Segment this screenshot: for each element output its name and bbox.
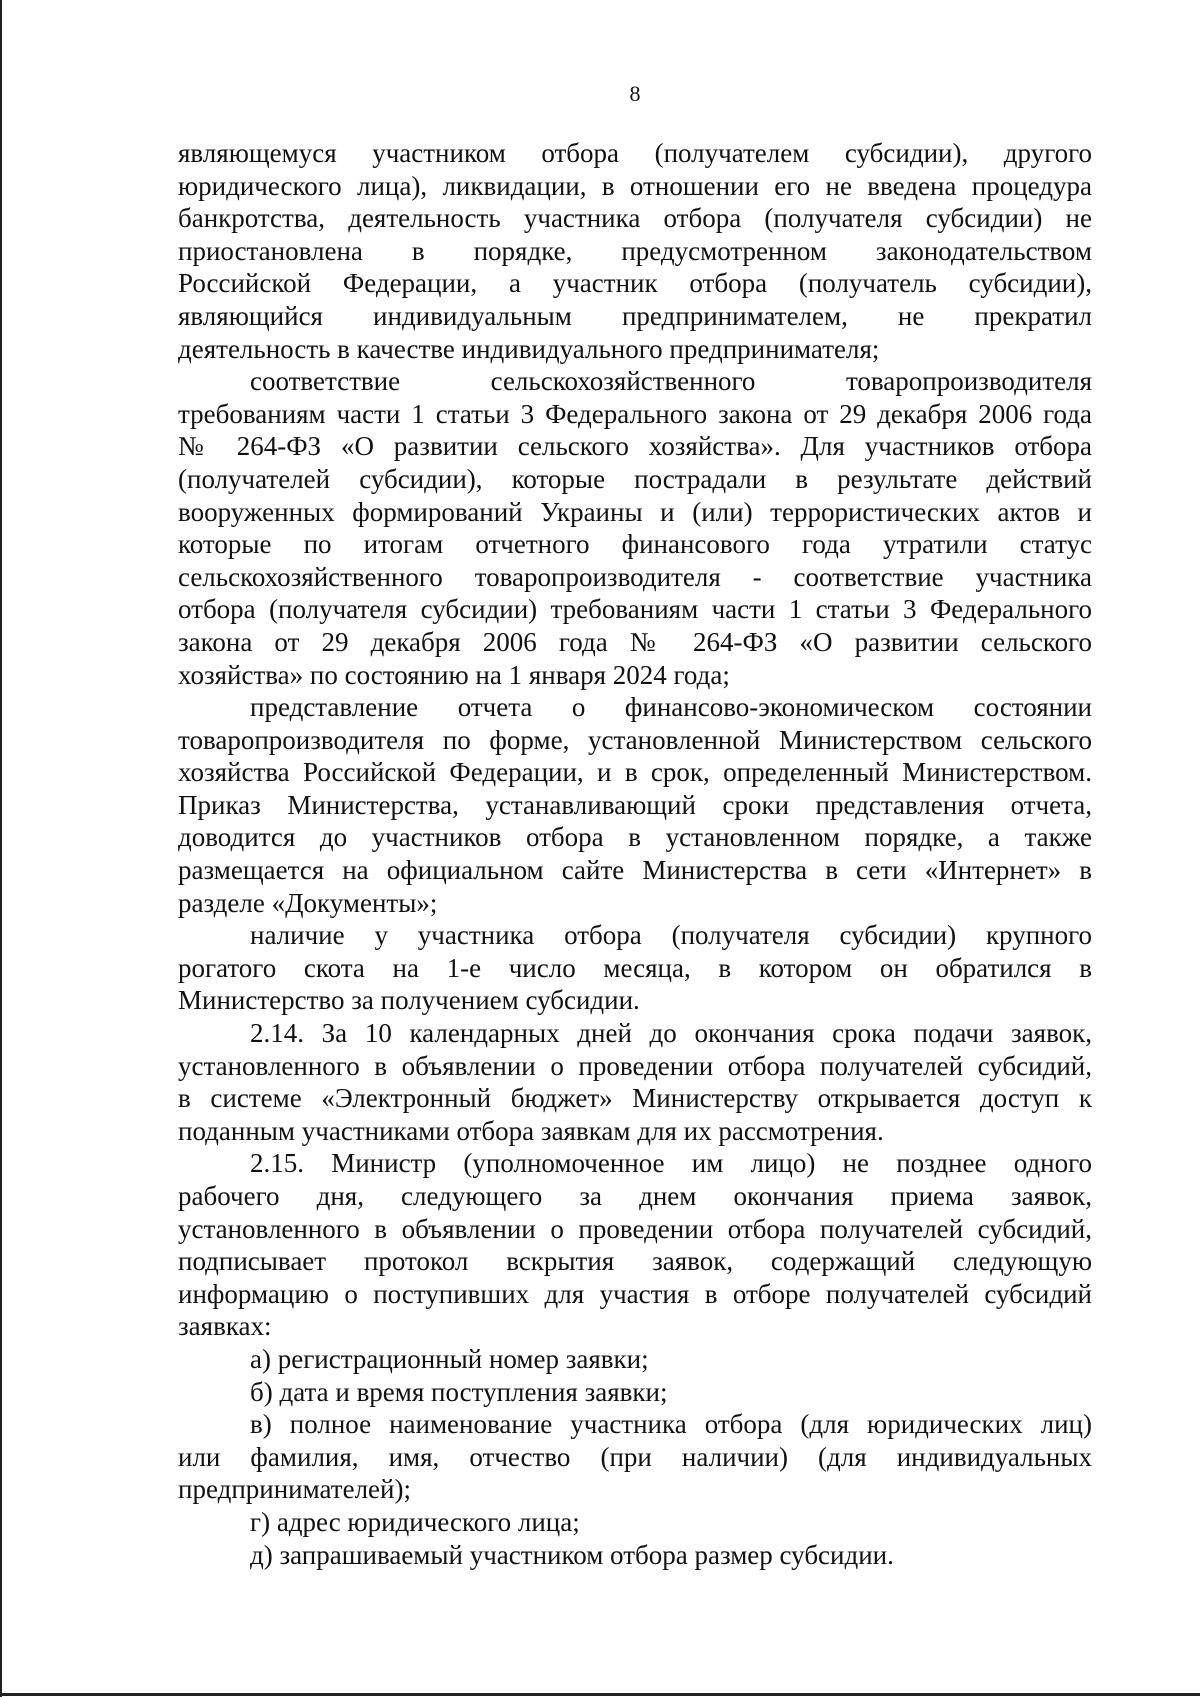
scan-edge-left <box>0 0 2 1697</box>
paragraph-line: 2.15. Министр (уполномоченное им лицо) не позднее одного <box>250 1148 1092 1179</box>
paragraph-line: поданным участниками отбора заявкам для их рассмотрения. <box>178 1115 884 1146</box>
paragraph-line: б) дата и время поступления заявки; <box>250 1376 668 1407</box>
paragraph-line: банкротства, деятельность участника отбора (получателя субсидии) не <box>178 203 1092 234</box>
paragraph-line: вооруженных формирований Украины и (или) террористических актов и <box>178 496 1092 527</box>
paragraph-line: а) регистрационный номер заявки; <box>250 1343 649 1374</box>
paragraph-line: (получателей субсидии), которые пострадали в результате действий <box>178 463 1092 494</box>
paragraph-line: рабочего дня, следующего за днем окончания приема заявок, <box>178 1181 1092 1211</box>
paragraph-line: в системе «Электронный бюджет» Министерству открывается доступ к <box>178 1083 1092 1114</box>
paragraph-line: товаропроизводителя по форме, установленной Министерством сельского <box>178 724 1092 755</box>
paragraph-line: доводится до участников отбора в установленном порядке, а также <box>178 822 1092 853</box>
page-number: 8 <box>629 81 641 106</box>
paragraph-line: хозяйства Российской Федерации, и в срок, определенный Министерством. <box>178 757 1092 788</box>
paragraph-line: рогатого скота на 1-е число месяца, в котором он обратился в <box>178 952 1092 983</box>
paragraph-line: Приказ Министерства, устанавливающий сроки представления отчета, <box>178 789 1092 820</box>
paragraph-line: юридического лица), ликвидации, в отношении его не введена процедура <box>178 170 1092 201</box>
paragraph-line: информацию о поступивших для участия в отборе получателей субсидий <box>178 1278 1092 1309</box>
paragraph-line: соответствие сельскохозяйственного товаропроизводителя <box>250 366 1092 397</box>
paragraph-line: Министерство за получением субсидии. <box>178 985 640 1016</box>
paragraph-line: предпринимателей); <box>178 1474 411 1505</box>
paragraph-line: являющийся индивидуальным предпринимателем, не прекратил <box>178 300 1092 331</box>
paragraph-line: подписывает протокол вскрытия заявок, содержащий следующую <box>178 1246 1092 1277</box>
paragraph-line: сельскохозяйственного товаропроизводителя - соответствие участника <box>178 561 1092 592</box>
paragraph-line: заявках: <box>178 1311 272 1342</box>
paragraph-line: № 264-ФЗ «О развитии сельского хозяйства». Для участников отбора <box>178 431 1092 462</box>
paragraph-line: деятельность в качестве индивидуального предпринимателя; <box>178 333 880 364</box>
paragraph-line: разделе «Документы»; <box>178 887 438 918</box>
paragraph-line: наличие у участника отбора (получателя субсидии) крупного <box>250 920 1092 951</box>
document-body <box>178 137 1092 1571</box>
paragraph-line: 2.14. За 10 календарных дней до окончания срока подачи заявок, <box>250 1018 1092 1049</box>
paragraph-line: д) запрашиваемый участником отбора размер субсидии. <box>250 1539 894 1570</box>
paragraph-line: закона от 29 декабря 2006 года № 264-ФЗ «О развитии сельского <box>178 626 1092 657</box>
paragraph-line: установленного в объявлении о проведении отбора получателей субсидий, <box>178 1050 1092 1081</box>
paragraph-line: размещается на официальном сайте Министерства в сети «Интернет» в <box>178 855 1092 886</box>
paragraph-line: являющемуся участником отбора (получателем субсидии), другого <box>178 138 1092 168</box>
paragraph-line: представление отчета о финансово-экономическом состоянии <box>250 692 1092 723</box>
paragraph-line: приостановлена в порядке, предусмотренном законодательством <box>178 235 1092 266</box>
paragraph-line: в) полное наименование участника отбора (для юридических лиц) <box>250 1409 1092 1440</box>
paragraph-line: Российской Федерации, а участник отбора (получатель субсидии), <box>178 268 1092 299</box>
paragraph-line: или фамилия, имя, отчество (при наличии) (для индивидуальных <box>178 1441 1092 1472</box>
paragraph-line: отбора (получателя субсидии) требованиям части 1 статьи 3 Федерального <box>178 594 1092 625</box>
paragraph-line: г) адрес юридического лица; <box>250 1506 580 1537</box>
paragraph-line: которые по итогам отчетного финансового года утратили статус <box>178 529 1092 560</box>
scan-edge-bottom <box>0 1693 1200 1696</box>
paragraph-line: хозяйства» по состоянию на 1 января 2024 года; <box>178 659 730 690</box>
paragraph-line: требованиям части 1 статьи 3 Федерального закона от 29 декабря 2006 года <box>178 398 1092 429</box>
paragraph-line: установленного в объявлении о проведении отбора получателей субсидий, <box>178 1213 1092 1244</box>
